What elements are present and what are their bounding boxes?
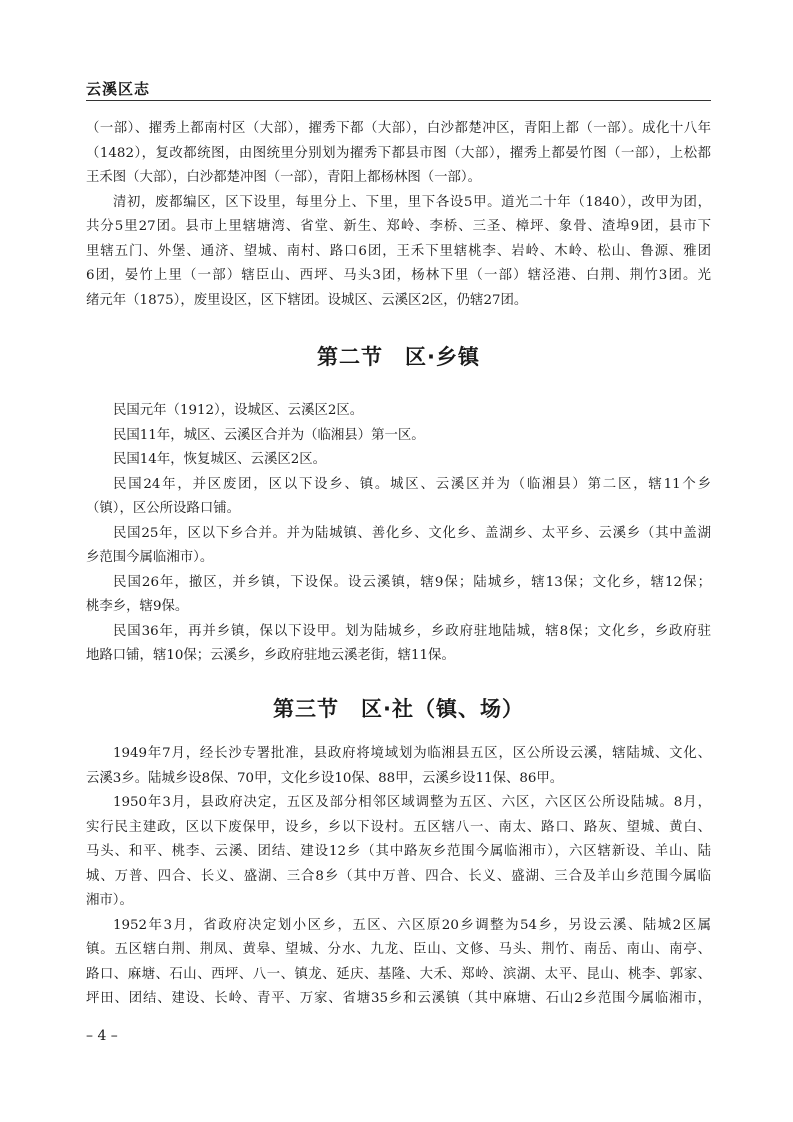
text-line: 坪田、团结、建设、长岭、青平、万家、省塘35乡和云溪镇（其中麻塘、石山2乡范围今属临湘市，: [86, 991, 711, 1006]
text-line: 城、万普、四合、长义、盛湖、三合8乡（其中万普、四合、长义、盛湖、三合及羊山乡范围今属临: [86, 868, 711, 884]
page-number: – 4 –: [86, 1028, 118, 1044]
text-line: 民国25年，区以下乡合并。并为陆城镇、善化乡、文化乡、盖湖乡、太平乡、云溪乡（其中盖湖: [113, 525, 711, 541]
text-line: 地路口铺，辖10保；云溪乡，乡政府驻地云溪老街，辖11保。: [86, 648, 455, 663]
text-line: 民国36年，再并乡镇，保以下设甲。划为陆城乡，乡政府驻地陆城，辖8保；文化乡，乡政府驻: [113, 623, 711, 639]
text-line: 实行民主建政，区以下废保甲，设乡，乡以下设村。五区辖八一、南太、路口、路灰、望城、黄白、: [86, 819, 711, 835]
text-line: 里辖五门、外堡、通济、望城、南村、路口6团，王禾下里辖桃李、岩岭、木岭、松山、鲁源、雅团: [86, 243, 711, 259]
section-title-2: 第二节 区·乡镇: [317, 345, 480, 369]
text-line: 1950年3月，县政府决定，五区及部分相邻区域调整为五区、六区，六区区公所设陆城。8月，: [113, 795, 711, 810]
text-line: 1952年3月，省政府决定划小区乡，五区、六区原20乡调整为54乡，另设云溪、陆城2区属: [113, 917, 711, 933]
section-title-3: 第三节 区·社（镇、场）: [273, 697, 524, 721]
text-line: 桃李乡，辖9保。: [86, 599, 189, 614]
text-line: 1949年7月，经长沙专署批准，县政府将境域划为临湘县五区，区公所设云溪，辖陆城、文化、: [113, 746, 711, 761]
section-2-text: [86, 399, 711, 669]
text-line: 湘市）。: [86, 893, 133, 908]
text-line: （镇），区公所设路口铺。: [86, 501, 240, 516]
text-line: 民国26年，撤区，并乡镇，下设保。设云溪镇，辖9保；陆城乡，辖13保；文化乡，辖12保；: [113, 574, 711, 590]
text-line: 民国14年，恢复城区、云溪区2区。: [113, 452, 327, 467]
text-line: 民国24年，并区废团，区以下设乡、镇。城区、云溪区并为（临湘县）第二区，辖11个乡: [113, 476, 711, 492]
text-line: （一部）、擢秀上都南村区（大部），擢秀下都（大部），白沙都楚冲区，青阳上都（一部）。成化十八年: [86, 121, 711, 136]
header-rule: [86, 100, 711, 101]
running-head-title: 云溪区志: [86, 80, 151, 98]
text-line: 王禾图（大部），白沙都楚冲图（一部），青阳上都杨林图（一部）。: [86, 170, 482, 185]
text-line: 云溪3乡。陆城乡设8保、70甲，文化乡设10保、88甲，云溪乡设11保、86甲。: [86, 770, 564, 786]
intro-text: [86, 117, 711, 313]
section-3-text: [86, 742, 711, 1012]
text-line: 民国元年（1912），设城区、云溪区2区。: [113, 403, 364, 418]
text-line: 绪元年（1875），废里设区，区下辖团。设城区、云溪区2区，仍辖27团。: [86, 292, 528, 308]
text-line: 马头、和平、桃李、云溪、团结、建设12乡（其中路灰乡范围今属临湘市），六区辖新设、羊山、陆: [86, 844, 711, 859]
text-line: 镇。五区辖白荆、荆凤、黄皋、望城、分水、九龙、臣山、文修、马头、荆竹、南岳、南山、南亭、: [86, 942, 711, 957]
text-line: 民国11年，城区、云溪区合并为（临湘县）第一区。: [113, 427, 425, 443]
text-line: 6团，晏竹上里（一部）辖臣山、西坪、马头3团，杨林下里（一部）辖泾港、白荆、荆竹3团。光: [86, 268, 711, 283]
text-line: 共分5里27团。县市上里辖塘湾、省堂、新生、郑岭、李桥、三圣、樟坪、象骨、渣埠9团，县市下: [86, 219, 711, 234]
text-line: 清初，废都编区，区下设里，每里分上、下里，里下各设5甲。道光二十年（1840），改甲为团，: [113, 194, 711, 210]
text-line: 路口、麻塘、石山、西坪、八一、镇龙、延庆、基隆、大禾、郑岭、滨湖、太平、昆山、桃李、郭家、: [86, 966, 711, 982]
text-line: （1482），复改都统图，由图统里分别划为擢秀下都县市图（大部），擢秀上都晏竹图（一部），上松都: [86, 145, 711, 161]
text-line: 乡范围今属临湘市）。: [86, 550, 214, 565]
